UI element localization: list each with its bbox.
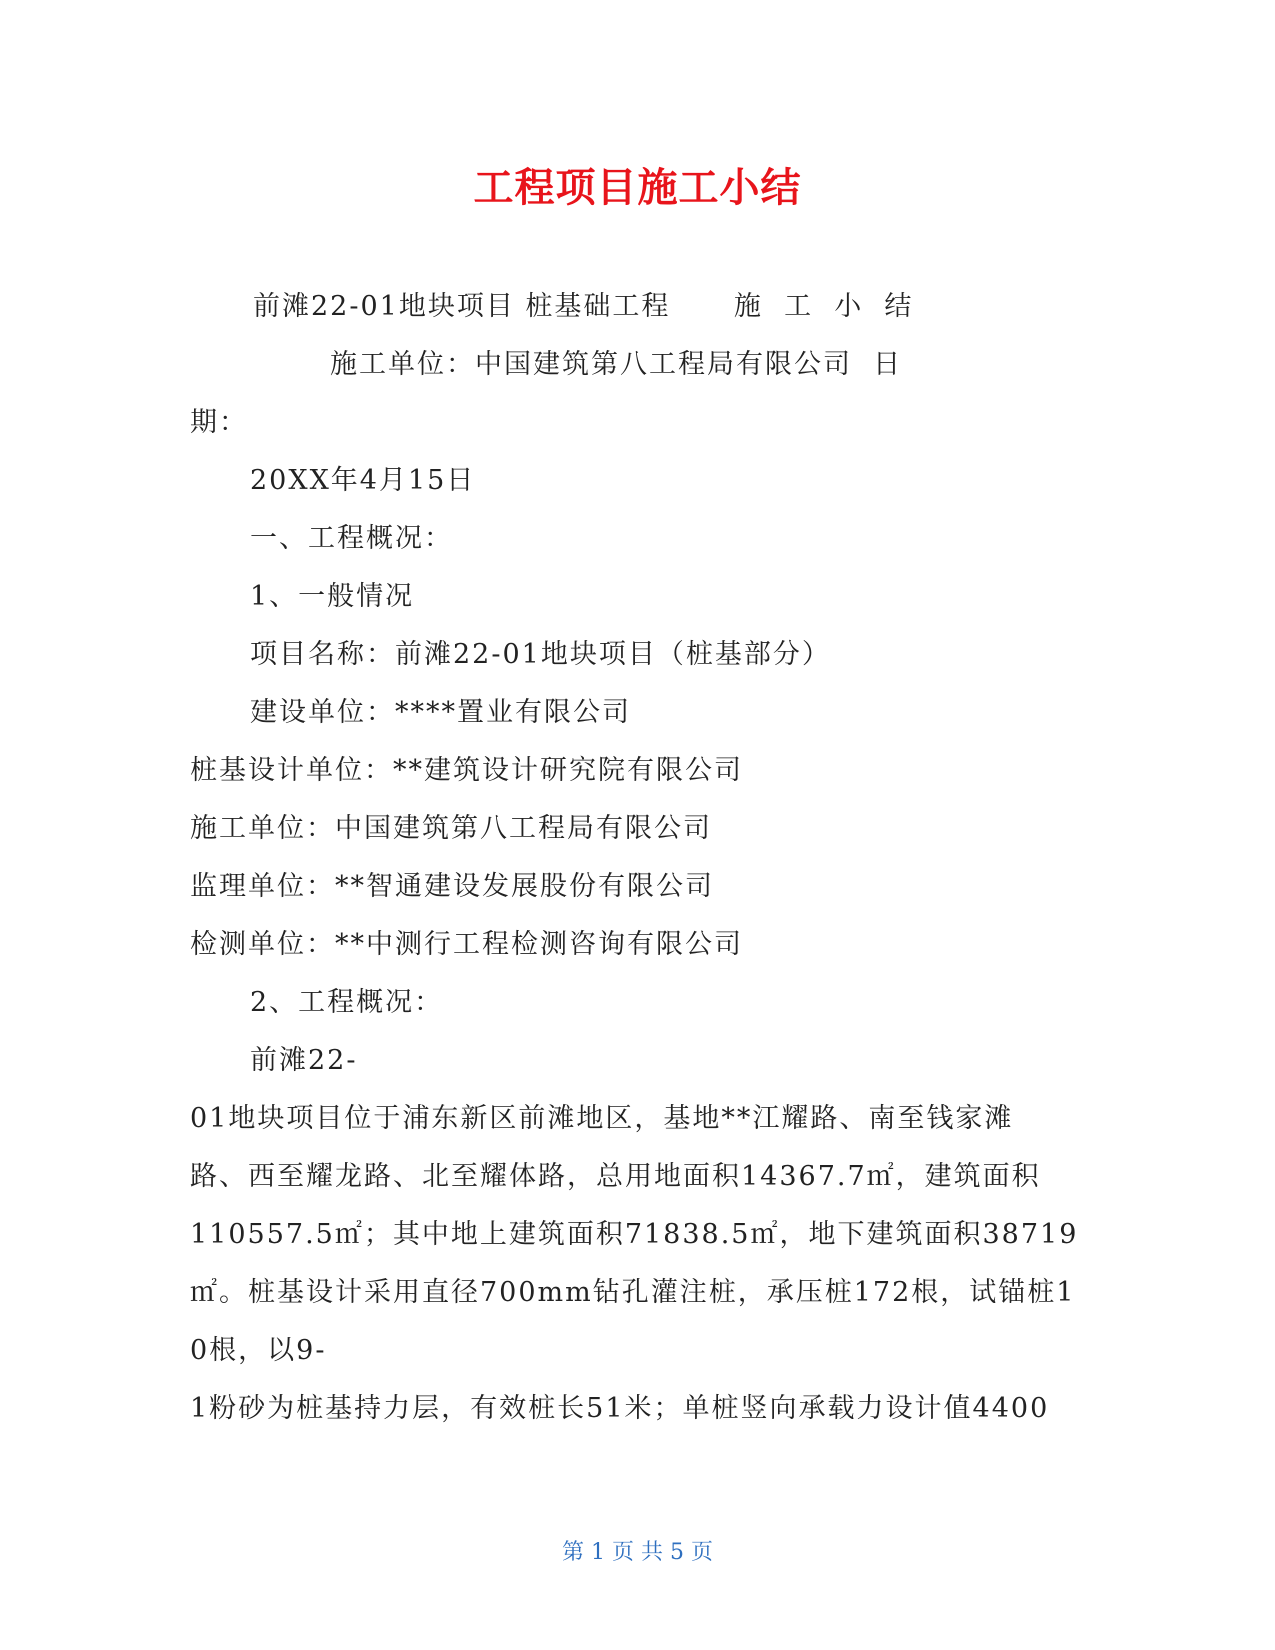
construction-unit-line: 施工单位：中国建筑第八工程局有限公司 — [190, 813, 712, 844]
testing-unit-line: 检测单位：**中测行工程检测咨询有限公司 — [190, 929, 743, 960]
date-label-line: 期： — [190, 407, 248, 438]
subsection-general-info: 1、一般情况 — [250, 581, 415, 612]
document-title: 工程项目施工小结 — [473, 165, 802, 211]
paragraph-line: 1粉砂为桩基持力层，有效桩长51米；单桩竖向承载力设计值4400 — [190, 1393, 1050, 1424]
paragraph-line: 路、西至耀龙路、北至耀体路，总用地面积14367.7㎡，建筑面积 — [190, 1161, 1041, 1192]
page-number-footer: 第 1 页 共 5 页 — [562, 1540, 713, 1565]
contractor-date-line: 施工单位：中国建筑第八工程局有限公司 日 — [330, 349, 903, 380]
date-value-line: 20XX年4月15日 — [250, 465, 476, 496]
pile-designer-line: 桩基设计单位：**建筑设计研究院有限公司 — [190, 755, 743, 786]
subsection-project-overview: 2、工程概况： — [250, 987, 444, 1018]
project-name-line: 项目名称：前滩22-01地块项目（桩基部分） — [250, 639, 831, 670]
supervision-unit-line: 监理单位：**智通建设发展股份有限公司 — [190, 871, 714, 902]
paragraph-line: 前滩22- — [250, 1045, 358, 1076]
section-heading-overview: 一、工程概况： — [250, 523, 453, 554]
paragraph-line: ㎡。桩基设计采用直径700mm钻孔灌注桩，承压桩172根，试锚桩1 — [190, 1277, 1076, 1308]
developer-line: 建设单位：****置业有限公司 — [250, 697, 631, 728]
paragraph-line: 01地块项目位于浦东新区前滩地区，基地**江耀路、南至钱家滩 — [190, 1103, 1014, 1134]
paragraph-line: 0根，以9- — [190, 1335, 327, 1366]
project-heading-line: 前滩22-01地块项目 桩基础工程 施 工 小 结 — [253, 291, 914, 322]
paragraph-line: 110557.5㎡；其中地上建筑面积71838.5㎡，地下建筑面积38719 — [190, 1219, 1079, 1250]
